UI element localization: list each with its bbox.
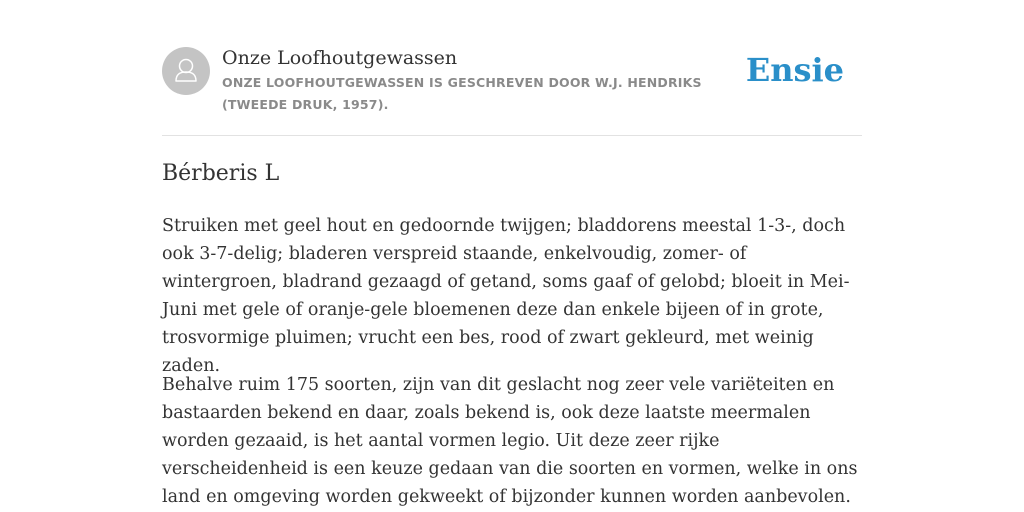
source-header [162, 46, 862, 136]
header-divider [162, 135, 862, 136]
user-icon[interactable] [162, 47, 210, 95]
entry-paragraph-2: Behalve ruim 175 soorten, zijn van dit geslacht nog zeer vele variëteiten en bastaarden bekend en daar, zoals bekend is, ook deze laatste meermalen worden gezaaid, is het aantal vormen legio. Uit deze zeer rijke verscheidenheid is een keuze gedaan van die soorten en vormen, welke in ons land en omgeving worden gekweekt of bijzonder kunnen worden aanbevolen. [162, 375, 858, 507]
entry-title: Bérberis L [162, 161, 280, 186]
source-title[interactable]: Onze Loofhoutgewassen [222, 47, 458, 69]
source-description: ONZE LOOFHOUTGEWASSEN IS GESCHREVEN DOOR W.J. HENDRIKS (TWEEDE DRUK, 1957). [222, 75, 702, 112]
entry-paragraph-1: Struiken met geel hout en gedoornde twijgen; bladdorens meestal 1-3-, doch ook 3-7-delig; bladeren verspreid staande, enkelvoudig, zomer- of wintergroen, bladrand gezaagd of getand, soms gaaf of gelobd; bloeit in Mei-Juni met gele of oranje-gele bloemenen deze dan enkele bijeen of in grote, trosvormige pluimen; vrucht een bes, rood of zwart gekleurd, met weinig zaden. [162, 216, 850, 376]
brand-logo[interactable]: Ensie [745, 51, 844, 89]
